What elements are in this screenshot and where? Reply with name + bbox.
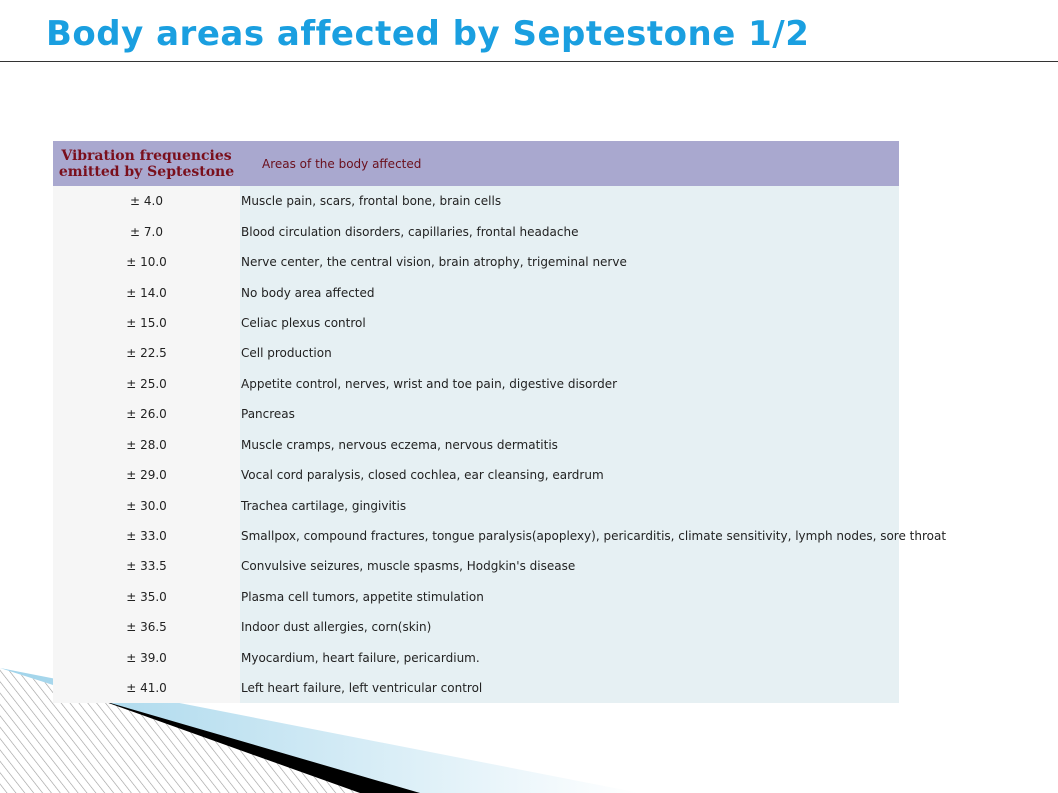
frequency-cell: ± 39.0 bbox=[53, 643, 240, 673]
frequency-cell: ± 10.0 bbox=[53, 247, 240, 277]
areas-cell: No body area affected bbox=[240, 277, 899, 307]
table-row bbox=[53, 521, 899, 551]
table-row bbox=[53, 216, 899, 246]
frequency-cell: ± 25.0 bbox=[53, 369, 240, 399]
frequency-cell: ± 4.0 bbox=[53, 186, 240, 216]
table-row bbox=[53, 430, 899, 460]
header-frequency: Vibration frequencies emitted by Septestone bbox=[53, 141, 240, 186]
areas-cell: Nerve center, the central vision, brain atrophy, trigeminal nerve bbox=[240, 247, 899, 277]
table-row bbox=[53, 490, 899, 520]
table-row bbox=[53, 186, 899, 216]
areas-cell: Celiac plexus control bbox=[240, 308, 899, 338]
areas-cell: Trachea cartilage, gingivitis bbox=[240, 490, 899, 520]
frequency-cell: ± 33.5 bbox=[53, 551, 240, 581]
areas-cell: Cell production bbox=[240, 338, 899, 368]
table-row bbox=[53, 460, 899, 490]
frequency-cell: ± 22.5 bbox=[53, 338, 240, 368]
frequency-cell: ± 28.0 bbox=[53, 430, 240, 460]
frequency-table bbox=[53, 141, 947, 703]
slide-title: Body areas affected by Septestone 1/2 bbox=[46, 14, 810, 54]
areas-cell: Vocal cord paralysis, closed cochlea, ear cleansing, eardrum bbox=[240, 460, 899, 490]
table-header-row bbox=[53, 141, 899, 186]
frequency-cell: ± 29.0 bbox=[53, 460, 240, 490]
frequency-cell: ± 41.0 bbox=[53, 673, 240, 703]
table-row bbox=[53, 673, 899, 703]
areas-cell: Blood circulation disorders, capillaries, frontal headache bbox=[240, 216, 899, 246]
frequency-cell: ± 35.0 bbox=[53, 582, 240, 612]
table-body bbox=[53, 186, 947, 703]
table-row bbox=[53, 338, 899, 368]
header-areas: Areas of the body affected bbox=[240, 141, 899, 186]
areas-cell: Plasma cell tumors, appetite stimulation bbox=[240, 582, 899, 612]
frequency-cell: ± 15.0 bbox=[53, 308, 240, 338]
frequency-cell: ± 14.0 bbox=[53, 277, 240, 307]
areas-cell: Muscle cramps, nervous eczema, nervous dermatitis bbox=[240, 430, 899, 460]
table-row bbox=[53, 277, 899, 307]
table-row bbox=[53, 308, 899, 338]
table-row bbox=[53, 612, 899, 642]
table-row bbox=[53, 399, 899, 429]
frequency-cell: ± 30.0 bbox=[53, 490, 240, 520]
areas-cell: Smallpox, compound fractures, tongue paralysis(apoplexy), pericarditis, climate sensitivity, lymph nodes, sore throat bbox=[240, 521, 899, 551]
areas-cell: Appetite control, nerves, wrist and toe pain, digestive disorder bbox=[240, 369, 899, 399]
title-divider bbox=[0, 61, 1058, 62]
table-row bbox=[53, 247, 899, 277]
frequency-cell: ± 7.0 bbox=[53, 216, 240, 246]
table-row bbox=[53, 369, 899, 399]
areas-cell: Convulsive seizures, muscle spasms, Hodgkin's disease bbox=[240, 551, 899, 581]
table-row bbox=[53, 551, 899, 581]
frequency-cell: ± 33.0 bbox=[53, 521, 240, 551]
table-row bbox=[53, 582, 899, 612]
areas-cell: Muscle pain, scars, frontal bone, brain cells bbox=[240, 186, 899, 216]
areas-cell: Indoor dust allergies, corn(skin) bbox=[240, 612, 899, 642]
table-row bbox=[53, 643, 899, 673]
areas-cell: Pancreas bbox=[240, 399, 899, 429]
frequency-cell: ± 26.0 bbox=[53, 399, 240, 429]
frequency-cell: ± 36.5 bbox=[53, 612, 240, 642]
areas-cell: Myocardium, heart failure, pericardium. bbox=[240, 643, 899, 673]
areas-cell: Left heart failure, left ventricular control bbox=[240, 673, 899, 703]
